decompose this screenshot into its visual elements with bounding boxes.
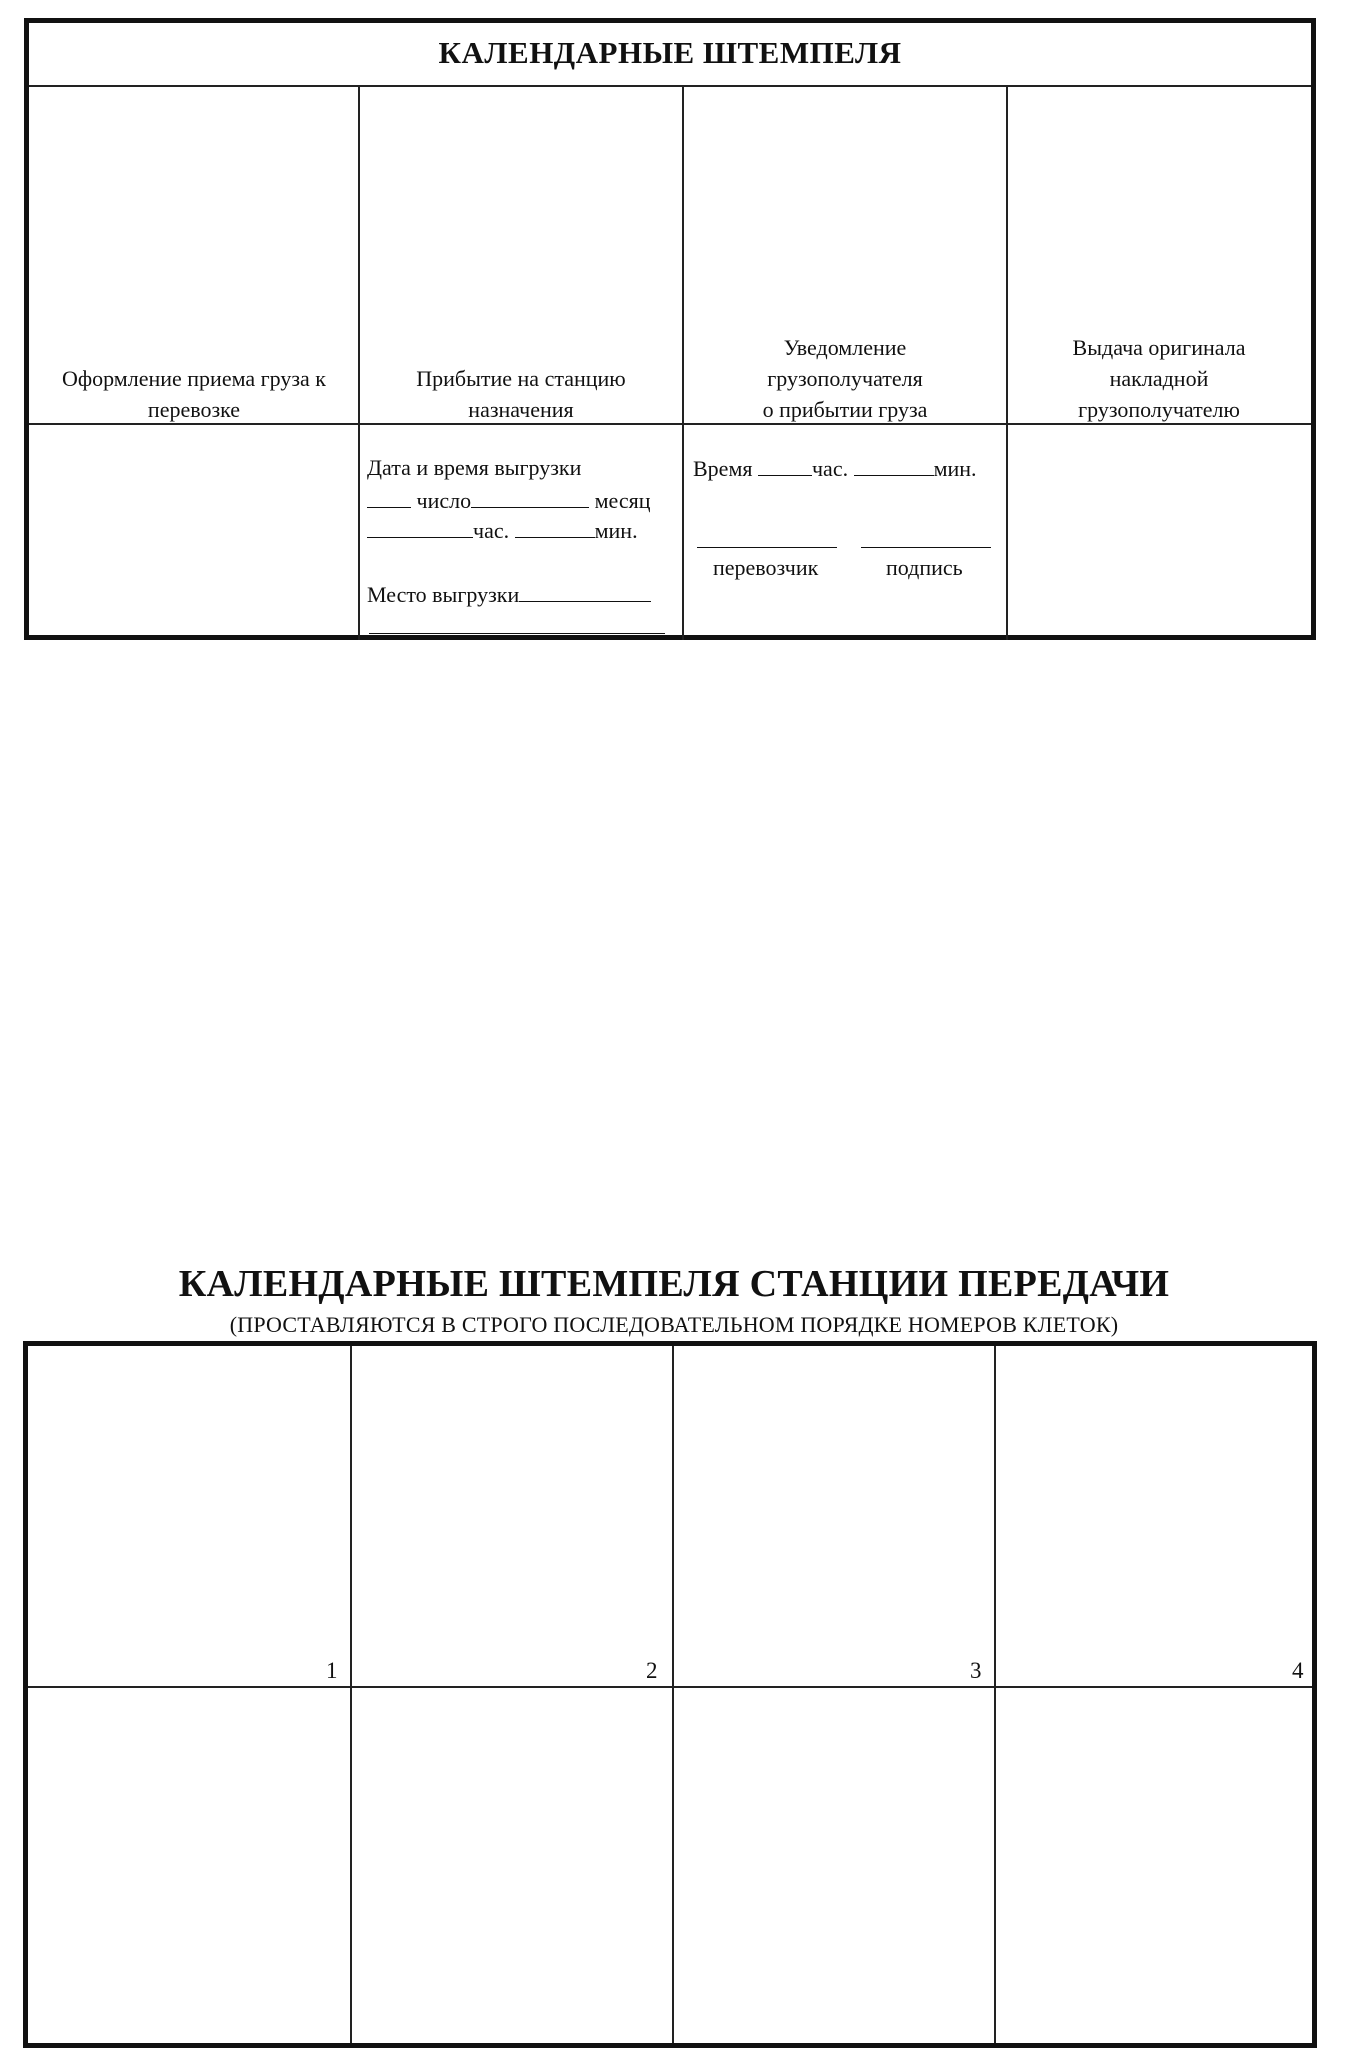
label: число <box>416 488 472 513</box>
label: Место выгрузки <box>367 582 520 607</box>
column-header-acceptance <box>29 87 359 427</box>
header-line: Оформление приема груза к <box>61 366 326 391</box>
column-divider <box>672 1346 674 2043</box>
column-header-notification <box>683 87 1007 427</box>
unloading-place-line <box>367 579 651 610</box>
cell-number-3: 3 <box>970 1658 982 1683</box>
calendar-stamps-table <box>24 18 1316 640</box>
label: час. <box>473 518 510 543</box>
transfer-station-title: КАЛЕНДАРНЫЕ ШТЕМПЕЛЯ СТАНЦИИ ПЕРЕДАЧИ <box>178 1263 1170 1305</box>
unloading-time-line <box>367 515 638 546</box>
unloading-date-line <box>367 485 651 516</box>
hour-blank[interactable] <box>367 515 473 538</box>
hour-blank[interactable] <box>758 453 812 476</box>
table-title: КАЛЕНДАРНЫЕ ШТЕМПЕЛЯ <box>438 35 902 70</box>
signature-label: подпись <box>886 555 963 580</box>
carrier-blank[interactable] <box>697 547 837 548</box>
header-line: грузополучателю <box>1078 397 1240 422</box>
label: час. <box>811 456 849 481</box>
cell-number-1: 1 <box>326 1658 338 1683</box>
header-line: Уведомление <box>783 335 907 360</box>
carrier-label: перевозчик <box>713 555 819 580</box>
label: Дата и время выгрузки <box>367 455 582 480</box>
header-line: Выдача оригинала <box>1072 335 1246 360</box>
transfer-stamps-grid <box>23 1341 1317 2048</box>
label: Время <box>693 456 753 481</box>
header-line: Прибытие на станцию <box>416 366 626 391</box>
transfer-station-subtitle: (ПРОСТАВЛЯЮТСЯ В СТРОГО ПОСЛЕДОВАТЕЛЬНОМ ПОРЯДКЕ НОМЕРОВ КЛЕТОК) <box>229 1312 1119 1337</box>
minute-blank[interactable] <box>515 515 595 538</box>
notification-time-line <box>693 453 977 484</box>
column-header-arrival <box>359 87 683 427</box>
minute-blank[interactable] <box>854 453 934 476</box>
label: мин. <box>594 518 638 543</box>
header-line: о прибытии груза <box>762 397 928 422</box>
header-line: назначения <box>468 397 574 422</box>
header-line: перевозке <box>147 397 241 422</box>
month-blank[interactable] <box>471 485 589 508</box>
header-line: накладной <box>1109 366 1209 391</box>
table-title-row <box>29 23 1311 87</box>
header-line: грузополучателя <box>767 366 923 391</box>
column-header-delivery <box>1007 87 1311 427</box>
label: мин. <box>933 456 977 481</box>
column-divider <box>350 1346 352 2043</box>
cell-number-4: 4 <box>1292 1658 1304 1683</box>
column-divider <box>994 1346 996 2043</box>
place-blank[interactable] <box>519 579 651 602</box>
row-divider <box>28 1686 1312 1688</box>
signature-blank[interactable] <box>861 547 991 548</box>
unloading-datetime-label <box>367 453 581 483</box>
place-blank-continuation[interactable] <box>369 633 665 634</box>
day-blank[interactable] <box>367 485 411 508</box>
cell-number-2: 2 <box>646 1658 658 1683</box>
label: месяц <box>594 488 651 513</box>
